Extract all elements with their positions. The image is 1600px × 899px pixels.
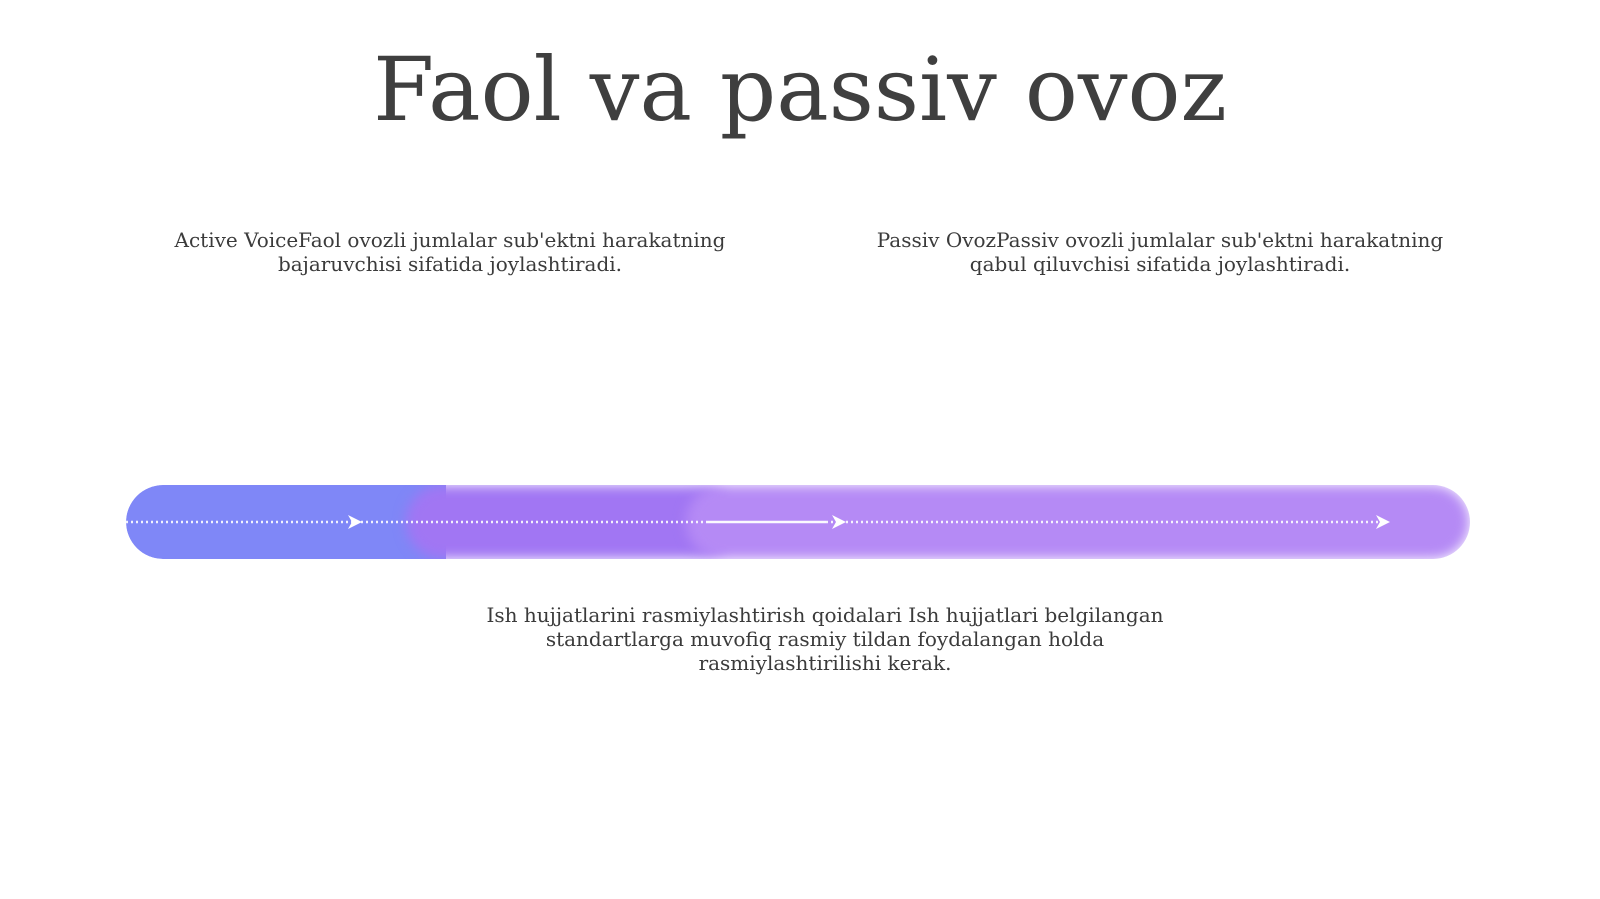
- arrow-head-icon: [1376, 515, 1390, 529]
- timeline-bar: [126, 485, 1470, 559]
- item-text-passive-voice: Passiv OvozPassiv ovozli jumlalar sub'ektni harakatning qabul qiluvchisi sifatida joylashtiradi.: [876, 228, 1444, 276]
- timeline-arrows: [126, 485, 1470, 559]
- item-text-active-voice: Active VoiceFaol ovozli jumlalar sub'ektni harakatning bajaruvchisi sifatida joylashtiradi.: [174, 228, 726, 276]
- slide-title: Faol va passiv ovoz: [373, 38, 1227, 141]
- item-text-document-rules: Ish hujjatlarini rasmiylashtirish qoidalari Ish hujjatlari belgilangan standartlarga muvofiq rasmiy tildan foydalangan holda rasmiylashtirilishi kerak.: [486, 603, 1164, 675]
- arrow-head-icon: [832, 515, 846, 529]
- arrow-head-icon: [348, 515, 362, 529]
